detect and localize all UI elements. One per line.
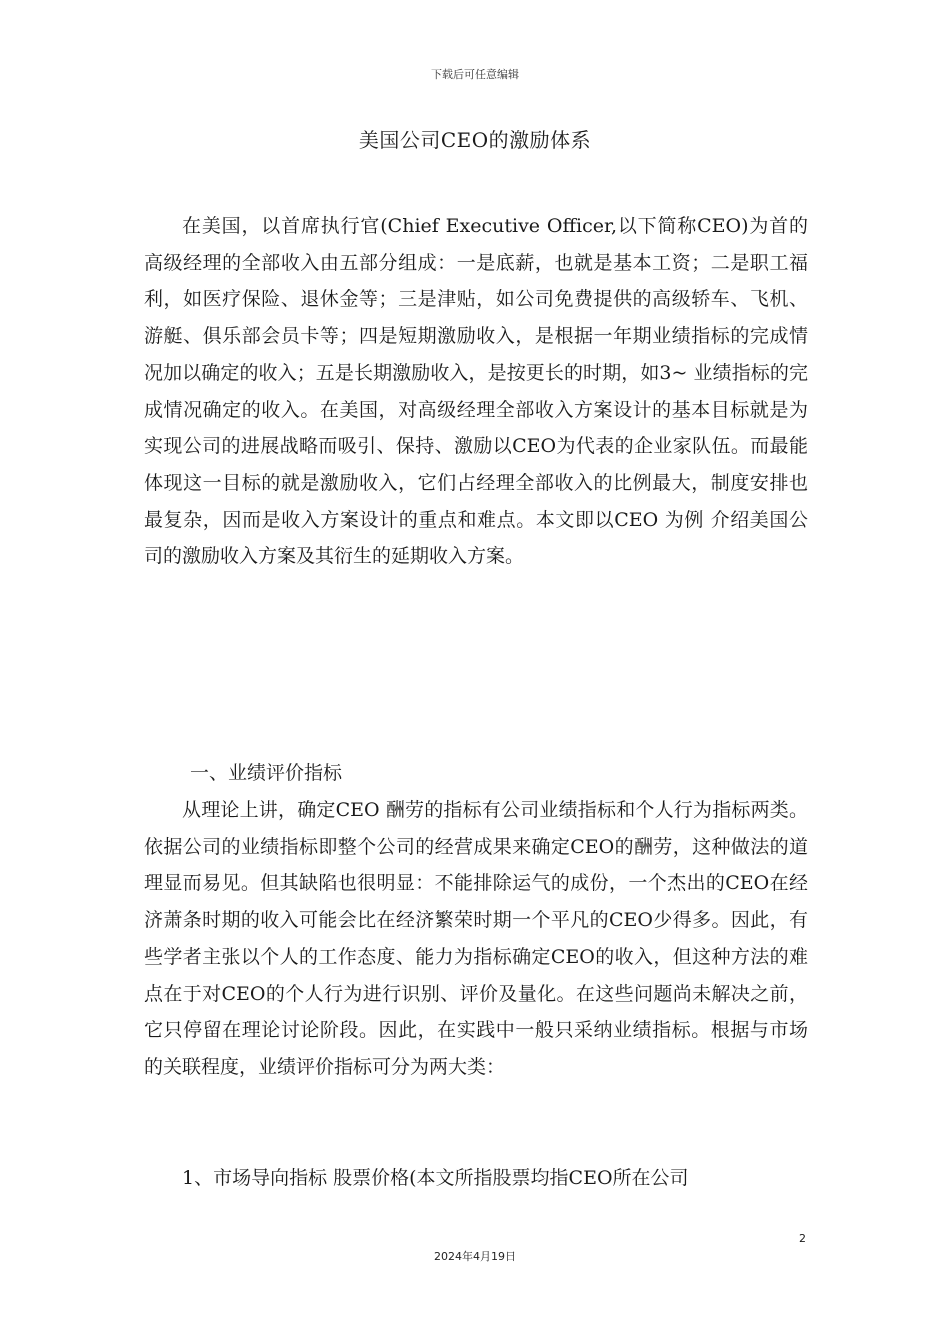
section1-block <box>144 792 808 1086</box>
document-title: 美国公司CEO的激励体系 <box>358 128 592 152</box>
item1-paragraph: 1、市场导向指标 股票价格(本文所指股票均指CEO所在公司 <box>182 1167 689 1189</box>
section1-paragraph: 从理论上讲，确定CEO 酬劳的指标有公司业绩指标和个人行为指标两类。依据公司的业绩指标即整个公司的经营成果来确定CEO的酬劳，这种做法的道理显而易见。但其缺陷也很明显：不能排除运气的成份，一个杰出的CEO在经济萧条时期的收入可能会比在经济繁荣时期一个平凡的CEO少得多。因此，有些学者主张以个人的工作态度、能力为指标确定CEO的收入，但这种方法的难点在于对CEO的个人行为进行识别、评价及量化。在这些问题尚未解决之前，它只停留在理论讨论阶段。因此，在实践中一般只采纳业绩指标。根据与市场的关联程度，业绩评价指标可分为两大类： <box>144 799 808 1078</box>
header-note: 下载后可任意编辑 <box>431 68 519 81</box>
intro-block <box>144 208 808 575</box>
section-heading-performance-indicators: 一、业绩评价指标 <box>190 762 343 784</box>
footer-date: 2024年4月19日 <box>434 1250 516 1263</box>
item1-block <box>144 1160 808 1197</box>
page-number: 2 <box>799 1232 806 1245</box>
intro-paragraph: 在美国，以首席执行官(Chief Executive Officer,以下简称CEO)为首的高级经理的全部收入由五部分组成：一是底薪，也就是基本工资；二是职工福利，如医疗保险、退休金等；三是津贴，如公司免费提供的高级轿车、飞机、游艇、俱乐部会员卡等；四是短期激励收入，是根据一年期业绩指标的完成情况加以确定的收入；五是长期激励收入，是按更长的时期，如3~ 业绩指标的完成情况确定的收入。在美国，对高级经理全部收入方案设计的基本目标就是为实现公司的进展战略而吸引、保持、激励以CEO为代表的企业家队伍。而最能体现这一目标的就是激励收入，它们占经理全部收入的比例最大，制度安排也最复杂，因而是收入方案设计的重点和难点。本文即以CEO 为例 介绍美国公司的激励收入方案及其衍生的延期收入方案。 <box>144 215 808 568</box>
